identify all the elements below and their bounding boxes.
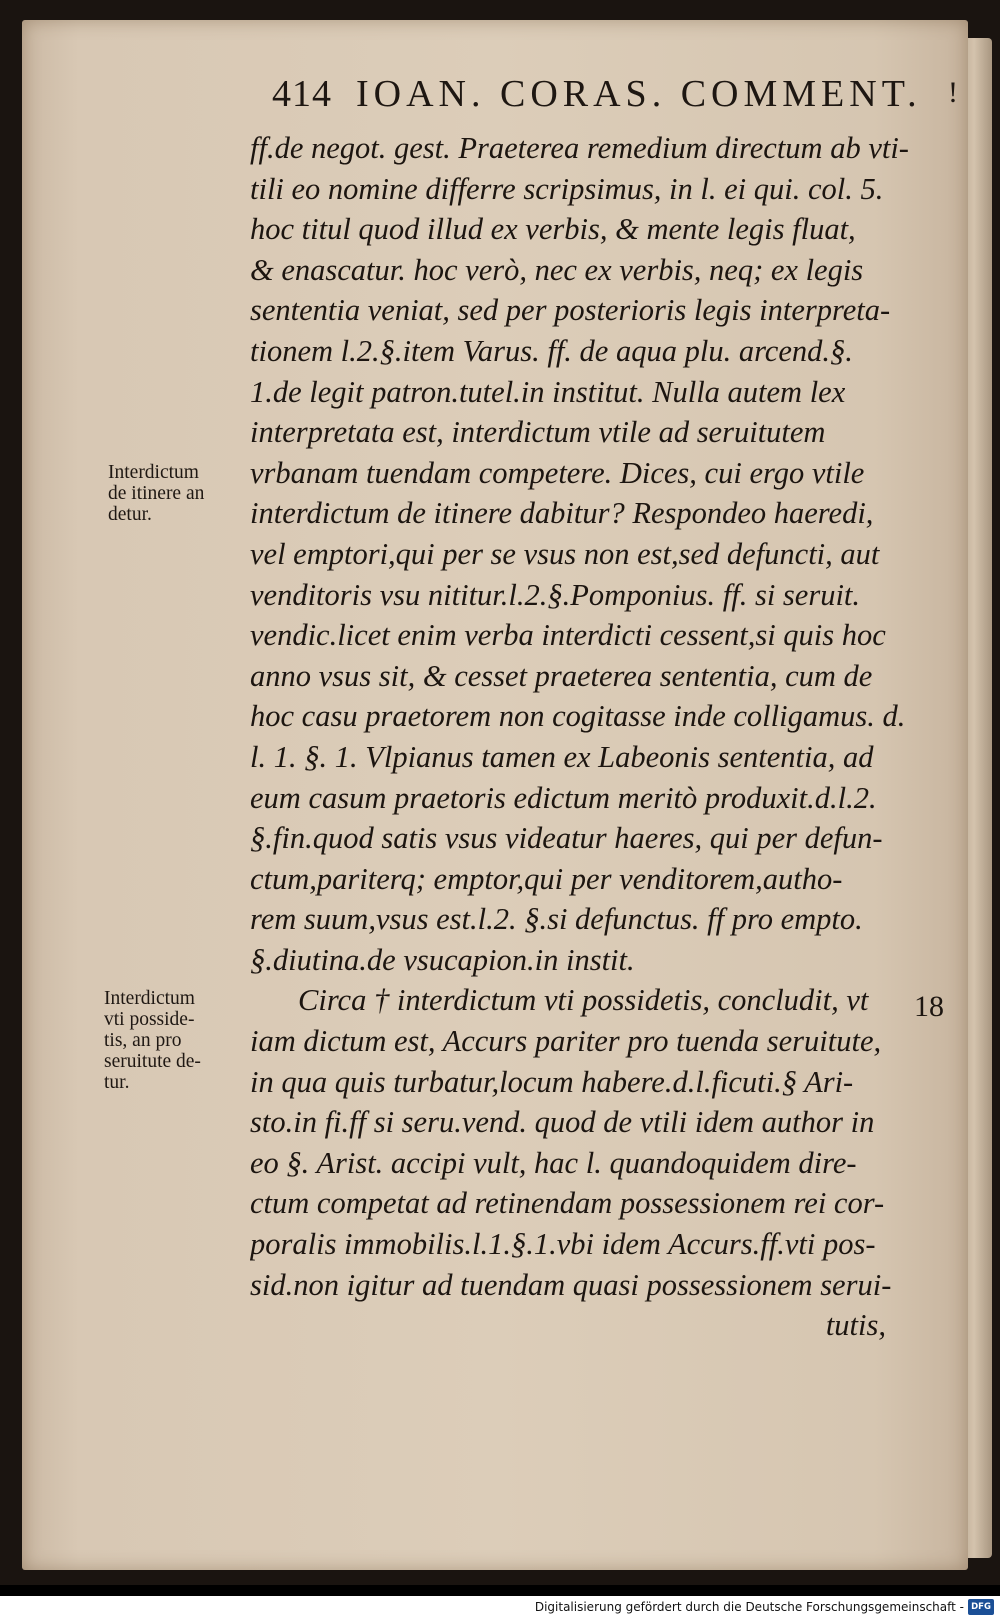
text-line: tionem l.2.§.item Varus. ff. de aqua plu. arcend.§. bbox=[250, 333, 853, 368]
margin-note-line: Interdictum bbox=[104, 988, 195, 1009]
margin-note-line: detur. bbox=[108, 504, 152, 525]
text-line: ff.de negot. gest. Praeterea remedium directum ab vti- bbox=[250, 131, 909, 165]
corner-mark: ! bbox=[948, 76, 958, 109]
text-line: vrbanam tuendam competere. Dices, cui ergo vtile bbox=[250, 455, 865, 490]
margin-note bbox=[104, 988, 254, 1093]
text-line: l. 1. §. 1. Vlpianus tamen ex Labeonis sententia, ad bbox=[250, 739, 874, 774]
margin-note-line: Interdictum bbox=[108, 462, 199, 483]
text-line: poralis immobilis.l.1.§.1.vbi idem Accurs.ff.vti pos- bbox=[250, 1227, 876, 1262]
text-line: vel emptori,qui per se vsus non est,sed defuncti, aut bbox=[250, 536, 880, 571]
text-line: tutis, bbox=[825, 1308, 886, 1343]
body-text bbox=[250, 128, 910, 1346]
text-line: sto.in fi.ff si seru.vend. quod de vtili idem author in bbox=[250, 1105, 875, 1140]
text-line: §.fin.quod satis vsus videatur haeres, qui per defun- bbox=[250, 821, 883, 856]
margin-note-line: tur. bbox=[104, 1072, 130, 1093]
running-header bbox=[272, 72, 952, 122]
margin-note-line: vti posside- bbox=[104, 1009, 195, 1030]
text-line: 1.de legit patron.tutel.in institut. Nulla autem lex bbox=[250, 374, 846, 409]
text-line: eum casum praetoris edictum meritò produxit.d.l.2. bbox=[250, 780, 877, 815]
text-line: ctum competat ad retinendam possessionem rei cor- bbox=[250, 1186, 885, 1221]
margin-note-line: tis, an pro bbox=[104, 1030, 182, 1051]
margin-note bbox=[108, 462, 258, 525]
text-line: hoc casu praetorem non cogitasse inde colligamus. d. bbox=[250, 699, 906, 734]
text-line: §.diutina.de vsucapion.in instit. bbox=[250, 942, 635, 977]
margin-note-line: de itinere an bbox=[108, 483, 205, 504]
text-line: eo §. Arist. accipi vult, hac l. quandoquidem dire- bbox=[250, 1145, 857, 1180]
text-line: iam dictum est, Accurs pariter pro tuenda seruitute, bbox=[250, 1024, 882, 1059]
text-line: vendic.licet enim verba interdicti cessent,si quis hoc bbox=[250, 618, 886, 653]
text-line: rem suum,vsus est.l.2. §.si defunctus. ff pro empto. bbox=[250, 902, 863, 937]
text-line: tili eo nomine differre scripsimus, in l. ei qui. col. 5. bbox=[250, 171, 884, 206]
running-title: IOAN. CORAS. COMMENT. bbox=[356, 73, 922, 115]
text-line: ctum,pariterq; emptor,qui per venditorem,autho- bbox=[250, 861, 843, 896]
page-number: 414 bbox=[272, 73, 332, 115]
text-line: anno vsus sit, & cesset praeterea sententia, cum de bbox=[250, 658, 873, 693]
text-line: in qua quis turbatur,locum habere.d.l.ficuti.§ Ari- bbox=[250, 1064, 854, 1099]
text-line: hoc titul quod illud ex verbis, & mente legis fluat, bbox=[250, 212, 856, 247]
footer-bar bbox=[0, 1596, 1000, 1624]
text-line: sid.non igitur ad tuendam quasi possessionem serui- bbox=[250, 1267, 892, 1302]
margin-note-line: seruitute de- bbox=[104, 1051, 201, 1072]
text-line: interpretata est, interdictum vtile ad seruitutem bbox=[250, 415, 826, 450]
text-line: venditoris vsu nititur.l.2.§.Pomponius. ff. si seruit. bbox=[250, 577, 861, 612]
funding-credit: Digitalisierung gefördert durch die Deutsche Forschungsgemeinschaft - bbox=[534, 1600, 964, 1614]
text-line: sententia veniat, sed per posterioris legis interpreta- bbox=[250, 293, 891, 328]
text-line: Circa † interdictum vti possidetis, concludit, vt bbox=[298, 983, 869, 1018]
text-line: interdictum de itinere dabitur? Respondeo haeredi, bbox=[250, 496, 874, 531]
dfg-logo-icon: DFG bbox=[968, 1599, 994, 1615]
text-line: & enascatur. hoc verò, nec ex verbis, neq; ex legis bbox=[250, 252, 864, 287]
section-number: 18 bbox=[914, 990, 944, 1023]
